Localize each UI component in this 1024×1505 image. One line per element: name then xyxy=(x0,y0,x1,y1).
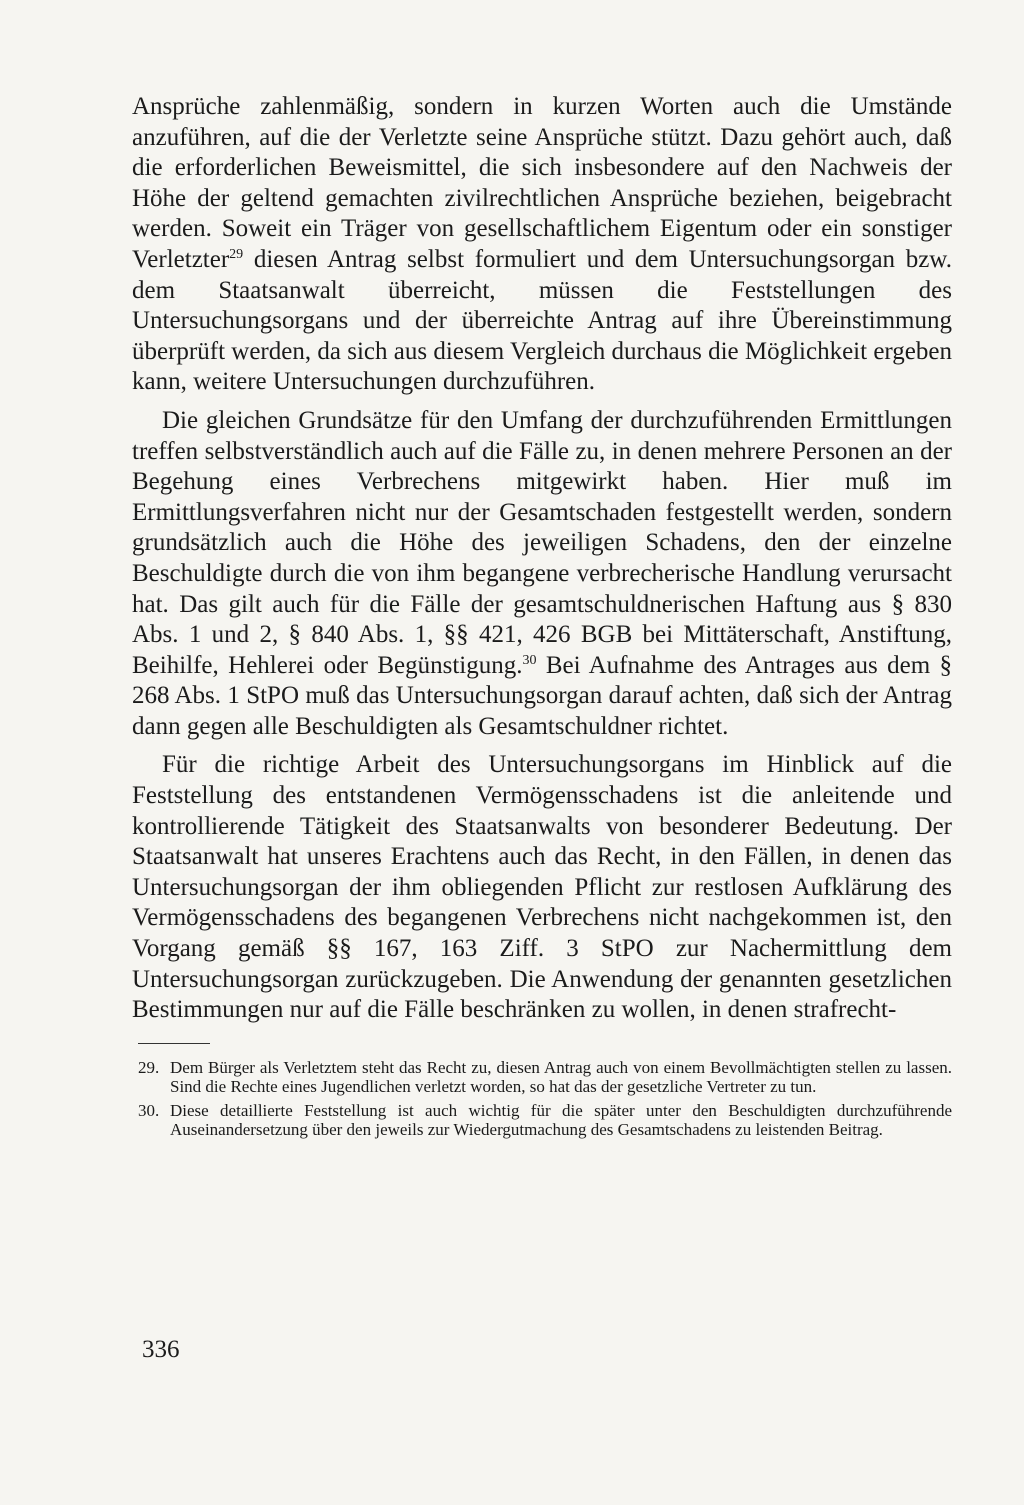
text-run: diesen Antrag selbst formuliert und dem Untersuchungsorgan bzw. dem Staatsanwalt überreicht, müssen die Feststellungen des Untersuchungsorgans und der überreichte Antrag auf ihre Übereinstimmung überprüft werden, da sich aus diesem Vergleich durchaus die Möglichkeit ergeben kann, weitere Untersuchungen durchzuführen. xyxy=(132,245,952,396)
footnote-divider xyxy=(138,1043,210,1044)
body-text xyxy=(132,92,952,1026)
footnote-29 xyxy=(132,1058,952,1097)
paragraph-2 xyxy=(132,406,952,743)
footnote-30 xyxy=(132,1101,952,1140)
paragraph-3 xyxy=(132,750,952,1025)
footnote-number: 29. xyxy=(138,1057,160,1077)
footnote-ref-29: 29 xyxy=(229,246,244,262)
footnote-text: Diese detaillierte Feststellung ist auch wichtig für die später unter den Beschuldigten durchzuführende Auseinandersetzung über den jeweils zur Wiedergutmachung des Gesamtschadens zu leistenden Beitrag. xyxy=(170,1100,952,1140)
paragraph-1 xyxy=(132,92,952,398)
footnote-number: 30. xyxy=(138,1100,160,1120)
text-run: Für die richtige Arbeit des Untersuchungsorgans im Hinblick auf die Feststellung des entstandenen Vermögensschadens ist die anleitende und kontrollierende Tätigkeit des Staatsanwalts von besonderer Bedeutung. Der Staatsanwalt hat unseres Erachtens auch das Recht, in den Fällen, in denen das Untersuchungsorgan der ihm obliegenden Pflicht zur restlosen Aufklärung des Vermögensschadens des begangenen Verbrechens nicht nachgekommen ist, den Vorgang gemäß §§ 167, 163 Ziff. 3 StPO zur Nachermittlung dem Untersuchungsorgan zurückzugeben. Die Anwendung der genannten gesetzlichen Bestimmungen nur auf die Fälle beschränken zu wollen, in denen strafrecht- xyxy=(132,751,952,1024)
text-run: Ansprüche zahlenmäßig, sondern in kurzen Worten auch die Umstände anzuführen, auf die der Verletzte seine Ansprüche stützt. Dazu gehört auch, daß die erforderlichen Beweismittel, die sich insbesondere auf den Nachweis der Höhe der geltend gemachten zivilrechtlichen Ansprüche beziehen, beigebracht werden. Soweit ein Träger von gesellschaftlichem Eigentum oder ein sonstiger Verletzter xyxy=(132,93,952,273)
page-number: 336 xyxy=(142,1336,180,1363)
text-run: Bei Aufnahme des Antrages aus dem § 268 Abs. 1 StPO muß das Untersuchungsorgan darauf achten, daß sich der Antrag dann gegen alle Beschuldigten als Gesamtschuldner richtet. xyxy=(132,651,953,740)
page-content xyxy=(132,92,952,1144)
footnotes xyxy=(132,1058,952,1140)
text-run: Die gleichen Grundsätze für den Umfang der durchzuführenden Ermittlungen treffen selbstverständlich auch auf die Fälle zu, in denen mehrere Personen an der Begehung eines Verbrechens mitgewirkt haben. Hier muß im Ermittlungsverfahren nicht nur der Gesamtschaden festgestellt werden, sondern grundsätzlich auch die Höhe des jeweiligen Schadens, den der einzelne Beschuldigte durch die von ihm begangene verbrecherische Handlung verursacht hat. Das gilt auch für die Fälle der gesamtschuldnerischen Haftung aus § 830 Abs. 1 und 2, § 840 Abs. 1, §§ 421, 426 BGB bei Mittäterschaft, Anstiftung, Beihilfe, Hehlerei oder Begünstigung. xyxy=(132,406,952,679)
footnote-ref-30: 30 xyxy=(522,652,537,668)
footnote-text: Dem Bürger als Verletztem steht das Recht zu, diesen Antrag auch von einem Bevollmächtigten stellen zu lassen. Sind die Rechte eines Jugendlichen verletzt worden, so hat das der gesetzliche Vertreter zu tun. xyxy=(170,1057,952,1097)
